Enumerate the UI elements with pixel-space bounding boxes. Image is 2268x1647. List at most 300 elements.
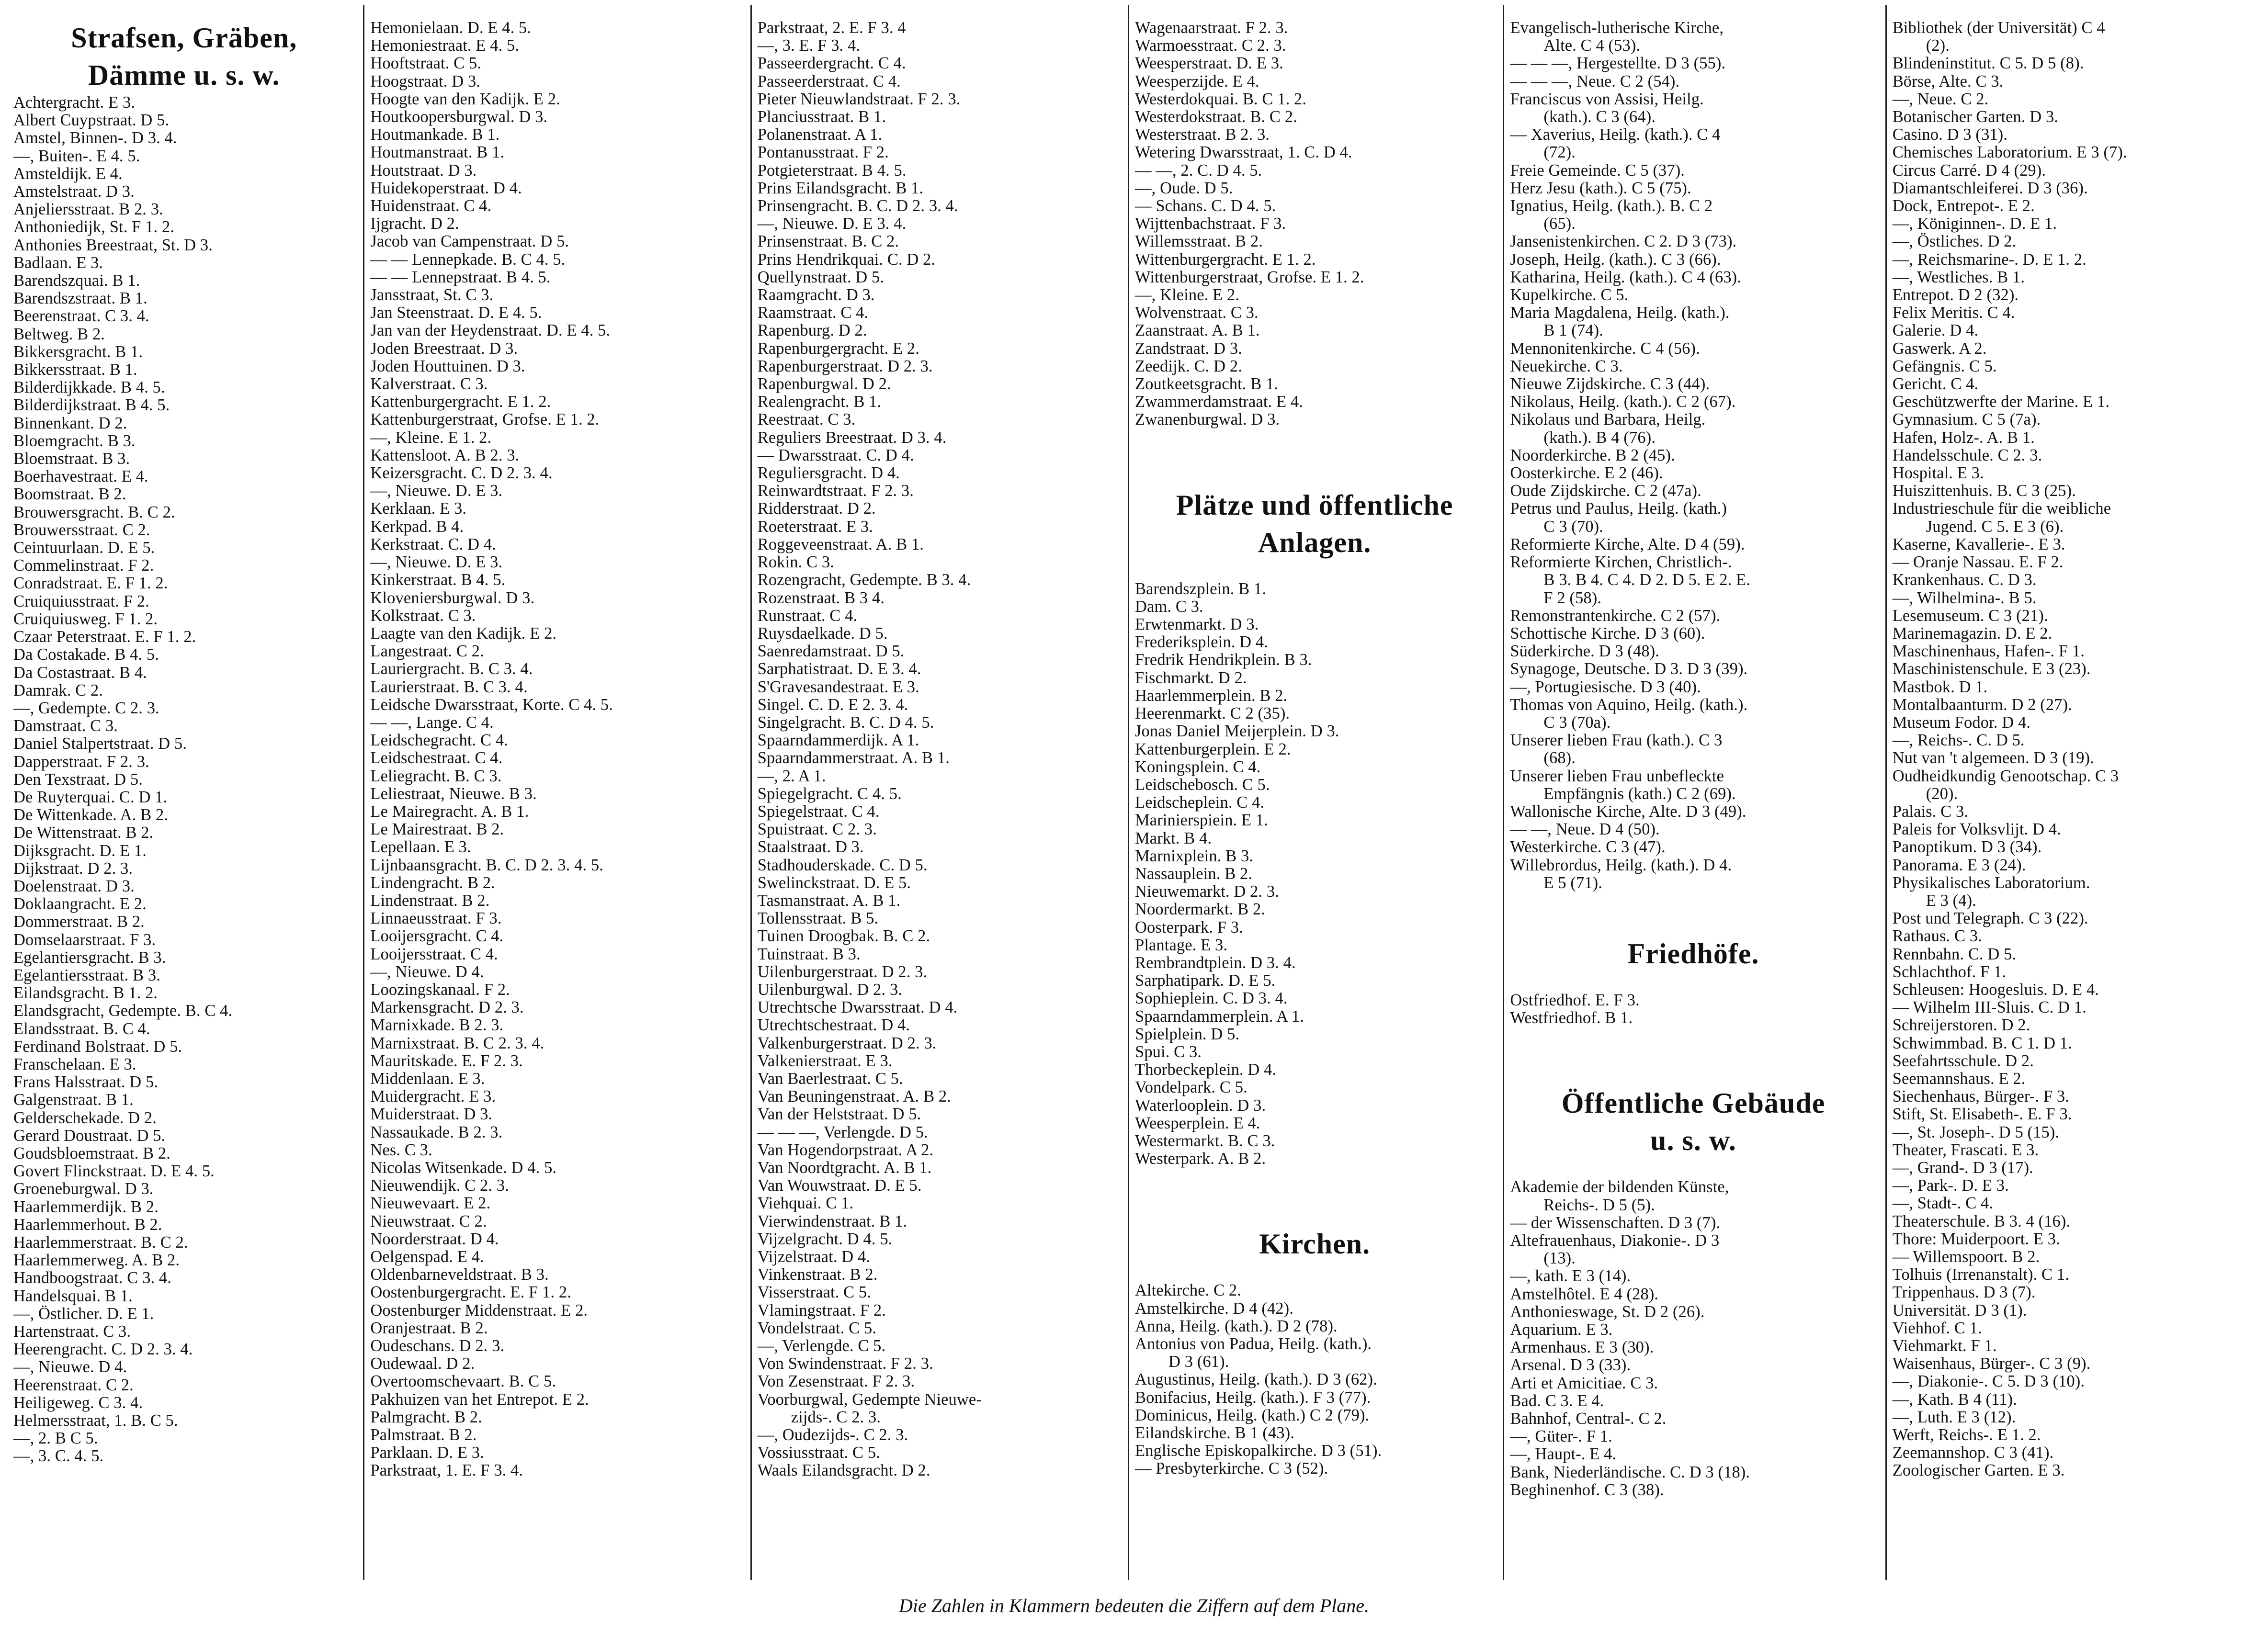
index-entry: Westerdokstraat. B. C 2. bbox=[1135, 108, 1297, 126]
index-entry: Kattenburgergracht. E 1. 2. bbox=[370, 393, 551, 411]
index-entry: Palais. C 3. bbox=[1892, 802, 1969, 821]
index-entry: Tasmanstraat. A. B 1. bbox=[757, 891, 901, 910]
section-spacer bbox=[1135, 1263, 1494, 1282]
index-entry: —, Kleine. E 1. 2. bbox=[370, 428, 492, 447]
index-entry: Noorderstraat. D 4. bbox=[370, 1230, 499, 1248]
index-entry: Achtergracht. E 3. bbox=[13, 93, 136, 112]
index-entry: Realengracht. B 1. bbox=[757, 393, 882, 411]
index-entry: Barendszquai. B 1. bbox=[13, 271, 140, 290]
index-entry: Nut van 't algemeen. D 3 (19). bbox=[1892, 749, 2094, 767]
index-entry: Cruiquiusstraat. F 2. bbox=[13, 592, 149, 610]
index-entry: Quellynstraat. D 5. bbox=[757, 268, 885, 286]
index-entry: Frederiksplein. D 4. bbox=[1135, 633, 1268, 652]
index-entry: Galgenstraat. B 1. bbox=[13, 1091, 134, 1109]
index-entry: Lesemuseum. C 3 (21). bbox=[1892, 606, 2048, 625]
index-entry: Willemsstraat. B 2. bbox=[1135, 232, 1263, 251]
index-entry: Jansstraat, St. C 3. bbox=[370, 286, 494, 305]
index-entry: Leidscheplein. C 4. bbox=[1135, 793, 1265, 812]
index-entry: Spielplein. D 5. bbox=[1135, 1025, 1240, 1043]
index-entry: Damstraat. C 3. bbox=[13, 717, 118, 735]
index-entry: Rathaus. C 3. bbox=[1892, 927, 1982, 946]
index-entry: Hoogte van den Kadijk. E 2. bbox=[370, 90, 560, 108]
index-entry: Vinkenstraat. B 2. bbox=[757, 1265, 878, 1284]
index-entry: —, 2. A 1. bbox=[757, 767, 826, 785]
index-entry: Nassauplein. B 2. bbox=[1135, 864, 1253, 883]
index-entry: (13). bbox=[1543, 1249, 1576, 1268]
index-entry: Conradstraat. E. F 1. 2. bbox=[13, 574, 168, 593]
index-entry: Katharina, Heilg. (kath.). C 4 (63). bbox=[1510, 268, 1741, 286]
index-entry: Domselaarstraat. F 3. bbox=[13, 930, 156, 949]
index-entry: Barendszstraat. B 1. bbox=[13, 289, 147, 308]
index-entry: Nassaukade. B 2. 3. bbox=[370, 1123, 503, 1141]
index-entry: (68). bbox=[1543, 749, 1576, 767]
index-entry: Nikolaus, Heilg. (kath.). C 2 (67). bbox=[1510, 393, 1736, 411]
index-entry: Gymnasium. C 5 (7a). bbox=[1892, 410, 2041, 429]
index-entry: Hospital. E 3. bbox=[1892, 464, 1984, 483]
index-entry: Amstelstraat. D 3. bbox=[13, 182, 135, 201]
index-entry: Siechenhaus, Bürger-. F 3. bbox=[1892, 1087, 2069, 1106]
index-entry: Valkenierstraat. E 3. bbox=[757, 1051, 893, 1070]
index-entry: — Dwarsstraat. C. D 4. bbox=[757, 446, 914, 464]
index-entry: —, Portugiesische. D 3 (40). bbox=[1510, 677, 1701, 696]
section-heading-line: Kirchen. bbox=[1259, 1228, 1371, 1260]
index-entry: Synagoge, Deutsche. D 3. D 3 (39). bbox=[1510, 660, 1748, 678]
index-entry: Leliegracht. B. C 3. bbox=[370, 767, 502, 785]
index-entry: Roeterstraat. E 3. bbox=[757, 517, 873, 536]
index-entry: —, Luth. E 3 (12). bbox=[1892, 1408, 2016, 1426]
index-entry: Groeneburgwal. D 3. bbox=[13, 1180, 154, 1198]
index-entry: — — —, Neue. C 2 (54). bbox=[1510, 72, 1680, 90]
index-entry: Seefahrtsschule. D 2. bbox=[1892, 1051, 2034, 1070]
index-entry: Lepellaan. E 3. bbox=[370, 838, 471, 857]
index-entry: Wijttenbachstraat. F 3. bbox=[1135, 214, 1286, 233]
index-entry: (kath.). B 4 (76). bbox=[1543, 428, 1656, 447]
index-entry: Saenredamstraat. D 5. bbox=[757, 642, 905, 661]
index-entry: Paleis for Volksvlijt. D 4. bbox=[1892, 820, 2061, 839]
index-entry: Geschützwerfte der Marine. E 1. bbox=[1892, 393, 2110, 411]
index-entry: Ignatius, Heilg. (kath.). B. C 2 bbox=[1510, 197, 1713, 215]
index-entry: Ceintuurlaan. D. E 5. bbox=[13, 539, 155, 557]
index-entry: (2). bbox=[1926, 36, 1950, 55]
index-entry: Linnaeusstraat. F 3. bbox=[370, 909, 502, 928]
section-spacer bbox=[1135, 429, 1494, 486]
index-entry: Nieuwstraat. C 2. bbox=[370, 1212, 487, 1230]
section-spacer bbox=[1510, 1027, 1876, 1084]
index-entry-list bbox=[1135, 580, 1494, 1168]
index-entry: Maria Magdalena, Heilg. (kath.). bbox=[1510, 304, 1730, 322]
index-entry: Stift, St. Elisabeth-. E. F 3. bbox=[1892, 1105, 2072, 1124]
index-entry: B 3. B 4. C 4. D 2. D 5. E 2. E. bbox=[1543, 571, 1750, 589]
index-entry: Neuekirche. C 3. bbox=[1510, 357, 1623, 375]
index-column-5 bbox=[1504, 5, 1886, 1580]
index-entry: Entrepot. D 2 (32). bbox=[1892, 286, 2019, 305]
index-entry: Vijzelgracht. D 4. 5. bbox=[757, 1230, 893, 1248]
index-entry-list bbox=[13, 94, 354, 1466]
index-entry: Kattenburgerstraat, Grofse. E 1. 2. bbox=[370, 410, 600, 429]
section-spacer bbox=[1510, 892, 1876, 935]
index-entry: —, Westliches. B 1. bbox=[1892, 268, 2025, 286]
index-entry: Wittenburgerstraat, Grofse. E 1. 2. bbox=[1135, 268, 1364, 286]
index-entry: —, Östlicher. D. E 1. bbox=[13, 1304, 154, 1323]
index-entry: Montalbaanturm. D 2 (27). bbox=[1892, 695, 2072, 714]
index-entry: Marnixkade. B 2. 3. bbox=[370, 1016, 504, 1035]
index-entry: —, Nieuwe. D 4. bbox=[13, 1358, 127, 1376]
index-entry: —, St. Joseph-. D 5 (15). bbox=[1892, 1123, 2060, 1141]
index-entry: Raamgracht. D 3. bbox=[757, 286, 875, 305]
index-entry: Blindeninstitut. C 5. D 5 (8). bbox=[1892, 54, 2084, 73]
index-entry: Botanischer Garten. D 3. bbox=[1892, 108, 2059, 126]
index-entry: —, 3. C. 4. 5. bbox=[13, 1447, 104, 1466]
index-entry: Physikalisches Laboratorium. bbox=[1892, 873, 2090, 892]
index-entry: Leliestraat, Nieuwe. B 3. bbox=[370, 784, 537, 803]
index-entry: Barendszplein. B 1. bbox=[1135, 579, 1267, 598]
index-entry: Heerenstraat. C 2. bbox=[13, 1376, 134, 1394]
index-entry: Leidschestraat. C 4. bbox=[370, 749, 503, 767]
index-entry: Joden Breestraat. D 3. bbox=[370, 339, 518, 358]
index-entry: Vondelstraat. C 5. bbox=[757, 1319, 877, 1337]
index-entry: Wallonische Kirche, Alte. D 3 (49). bbox=[1510, 802, 1746, 821]
index-entry: Chemisches Laboratorium. E 3 (7). bbox=[1892, 143, 2127, 162]
index-entry: Erwtenmarkt. D 3. bbox=[1135, 615, 1259, 634]
index-entry: Badlaan. E 3. bbox=[13, 253, 103, 272]
index-entry: Ostfriedhof. E. F 3. bbox=[1510, 991, 1640, 1009]
index-entry: Hemoniestraat. E 4. 5. bbox=[370, 36, 520, 55]
index-entry: Uilenburgerstraat. D 2. 3. bbox=[757, 962, 928, 981]
index-entry: Langestraat. C 2. bbox=[370, 642, 484, 661]
index-entry: Heerengracht. C. D 2. 3. 4. bbox=[13, 1340, 193, 1359]
index-entry: Lindenstraat. B 2. bbox=[370, 891, 490, 910]
index-entry: Oldenbarneveldstraat. B 3. bbox=[370, 1265, 549, 1284]
index-entry: Jonas Daniel Meijerplein. D 3. bbox=[1135, 722, 1339, 741]
index-entry: Jugend. C 5. E 3 (6). bbox=[1926, 517, 2064, 536]
index-entry: —, Nieuwe. D. E 3. 4. bbox=[757, 214, 907, 233]
index-entry: F 2 (58). bbox=[1543, 588, 1602, 607]
index-entry: Vlamingstraat. F 2. bbox=[757, 1301, 886, 1320]
index-entry: —, kath. E 3 (14). bbox=[1510, 1267, 1631, 1286]
index-entry: Weesperplein. E 4. bbox=[1135, 1114, 1260, 1132]
index-entry: Utrechtsche Dwarsstraat. D 4. bbox=[757, 998, 958, 1017]
index-entry: (kath.). C 3 (64). bbox=[1543, 108, 1656, 126]
index-entry: C 3 (70). bbox=[1543, 517, 1603, 536]
index-entry: Huidenstraat. C 4. bbox=[370, 197, 492, 215]
index-entry: Parklaan. D. E 3. bbox=[370, 1444, 484, 1462]
index-entry: Uilenburgwal. D 2. 3. bbox=[757, 980, 903, 999]
index-entry: Nes. C 3. bbox=[370, 1140, 432, 1159]
index-entry: Cruiquiusweg. F 1. 2. bbox=[13, 609, 158, 628]
index-entry: Huidekoperstraat. D 4. bbox=[370, 179, 522, 197]
index-entry: Nicolas Witsenkade. D 4. 5. bbox=[370, 1159, 557, 1177]
index-entry: —, Oudezijds-. C 2. 3. bbox=[757, 1426, 908, 1444]
index-entry: Felix Meritis. C 4. bbox=[1892, 304, 2015, 322]
index-entry: — — Lennepstraat. B 4. 5. bbox=[370, 268, 551, 286]
index-entry: Dock, Entrepot-. E 2. bbox=[1892, 197, 2035, 215]
index-entry: Spaarndammerplein. A 1. bbox=[1135, 1007, 1304, 1026]
index-entry: Kerklaan. E 3. bbox=[370, 499, 467, 518]
index-entry: —, Östliches. D 2. bbox=[1892, 232, 2017, 251]
index-entry: Altekirche. C 2. bbox=[1135, 1281, 1241, 1300]
index-entry: Bad. C 3. E 4. bbox=[1510, 1391, 1604, 1410]
index-entry: —, Nieuwe. D. E 3. bbox=[370, 553, 503, 572]
index-entry: Zoologischer Garten. E 3. bbox=[1892, 1461, 2065, 1480]
index-entry: —, Königinnen-. D. E 1. bbox=[1892, 214, 2057, 233]
index-entry: Huiszittenhuis. B. C 3 (25). bbox=[1892, 482, 2076, 500]
index-entry: Tuinstraat. B 3. bbox=[757, 945, 861, 963]
index-entry: Brouwersgracht. B. C 2. bbox=[13, 503, 175, 521]
index-entry: Palmgracht. B 2. bbox=[370, 1408, 482, 1426]
index-entry: Schleusen: Hoogesluis. D. E 4. bbox=[1892, 980, 2099, 999]
index-entry: Da Costastraat. B 4. bbox=[13, 663, 147, 682]
index-entry: Kolkstraat. C 3. bbox=[370, 606, 476, 625]
index-entry: Daniel Stalpertstraat. D 5. bbox=[13, 734, 187, 753]
index-entry: Trippenhaus. D 3 (7). bbox=[1892, 1283, 2036, 1302]
index-entry: Gericht. C 4. bbox=[1892, 375, 1979, 394]
index-entry: Rapenburgergracht. E 2. bbox=[757, 339, 919, 358]
index-entry: Franciscus von Assisi, Heilg. bbox=[1510, 90, 1704, 108]
index-entry: Eilandsgracht. B 1. 2. bbox=[13, 984, 158, 1003]
index-entry: Passeerderstraat. C 4. bbox=[757, 72, 901, 90]
index-entry: Vijzelstraat. D 4. bbox=[757, 1248, 871, 1266]
index-entry: Nieuwendijk. C 2. 3. bbox=[370, 1176, 509, 1195]
index-entry: Viehmarkt. F 1. bbox=[1892, 1337, 1997, 1355]
index-entry: Zoutkeetsgracht. B 1. bbox=[1135, 375, 1279, 394]
index-entry: Börse, Alte. C 3. bbox=[1892, 72, 2004, 90]
index-entry: Zandstraat. D 3. bbox=[1135, 339, 1242, 358]
index-entry: Unserer lieben Frau (kath.). C 3 bbox=[1510, 731, 1723, 750]
index-entry: Amstelhôtel. E 4 (28). bbox=[1510, 1285, 1659, 1303]
index-entry: Petrus und Paulus, Heilg. (kath.) bbox=[1510, 499, 1727, 518]
index-entry: Anjeliersstraat. B 2. 3. bbox=[13, 200, 163, 219]
index-entry: Boerhavestraat. E 4. bbox=[13, 467, 148, 486]
index-entry: Marnixstraat. B. C 2. 3. 4. bbox=[370, 1034, 544, 1052]
index-entry: Frans Halsstraat. D 5. bbox=[13, 1073, 159, 1092]
index-entry: Zwammerdamstraat. E 4. bbox=[1135, 393, 1303, 411]
index-entry: Leidsche Dwarsstraat, Korte. C 4. 5. bbox=[370, 695, 613, 714]
index-entry: Passeerdergracht. C 4. bbox=[757, 54, 906, 73]
index-entry: Thomas von Aquino, Heilg. (kath.). bbox=[1510, 695, 1748, 714]
index-entry: Parkstraat, 1. E. F 3. 4. bbox=[370, 1461, 523, 1480]
index-entry: Polanenstraat. A 1. bbox=[757, 125, 883, 144]
index-entry: Aquarium. E 3. bbox=[1510, 1320, 1613, 1339]
index-entry: Antonius von Padua, Heilg. (kath.). bbox=[1135, 1334, 1372, 1353]
index-entry: Kattenburgerplein. E 2. bbox=[1135, 740, 1291, 758]
index-entry: Boomstraat. B 2. bbox=[13, 485, 126, 504]
index-entry: Rozengracht, Gedempte. B 3. 4. bbox=[757, 571, 971, 589]
index-entry: Seemannshaus. E 2. bbox=[1892, 1069, 2026, 1088]
index-entry: Planciusstraat. B 1. bbox=[757, 108, 886, 126]
index-entry: Anna, Heilg. (kath.). D 2 (78). bbox=[1135, 1317, 1338, 1335]
index-column-2 bbox=[364, 5, 751, 1580]
index-entry: Oude Zijdskirche. C 2 (47a). bbox=[1510, 482, 1701, 500]
index-entry: Dominicus, Heilg. (kath.) C 2 (79). bbox=[1135, 1406, 1370, 1424]
index-entry: Bloemstraat. B 3. bbox=[13, 450, 130, 468]
index-entry: Kupelkirche. C 5. bbox=[1510, 286, 1629, 305]
index-entry: D 3 (61). bbox=[1168, 1353, 1229, 1371]
index-entry: Von Swindenstraat. F 2. 3. bbox=[757, 1354, 933, 1373]
index-entry: De Wittenkade. A. B 2. bbox=[13, 806, 169, 824]
index-entry: Prins Hendrikquai. C. D 2. bbox=[757, 250, 936, 269]
index-entry-list bbox=[1893, 19, 2255, 1480]
index-entry: Warmoesstraat. C 2. 3. bbox=[1135, 36, 1286, 55]
index-entry: B 1 (74). bbox=[1543, 321, 1603, 340]
index-entry: — — —, Hergestellte. D 3 (55). bbox=[1510, 54, 1726, 73]
index-entry: Reguliersgracht. D 4. bbox=[757, 464, 900, 483]
index-entry: Oosterkirche. E 2 (46). bbox=[1510, 464, 1663, 483]
index-entry: Elandsstraat. B. C 4. bbox=[13, 1019, 150, 1038]
index-entry: Eilandskirche. B 1 (43). bbox=[1135, 1424, 1294, 1442]
index-entry: Waals Eilandsgracht. D 2. bbox=[757, 1461, 930, 1480]
index-entry: Panoptikum. D 3 (34). bbox=[1892, 838, 2042, 857]
index-entry: Pieter Nieuwlandstraat. F 2. 3. bbox=[757, 90, 961, 108]
index-column-3 bbox=[752, 5, 1129, 1580]
index-entry: Brouwersstraat. C 2. bbox=[13, 520, 150, 539]
index-entry: Voorburgwal, Gedempte Nieuwe- bbox=[757, 1390, 982, 1409]
index-entry: Jan Steenstraat. D. E 4. 5. bbox=[370, 304, 542, 322]
index-entry: Kinkerstraat. B 4. 5. bbox=[370, 571, 506, 589]
section-spacer bbox=[1135, 1168, 1494, 1225]
index-entry: — Wilhelm III-Sluis. C. D 1. bbox=[1892, 998, 2087, 1017]
index-entry: Amsteldijk. E 4. bbox=[13, 164, 123, 183]
index-entry: Runstraat. C 4. bbox=[757, 606, 858, 625]
index-entry: Lauriergracht. B. C 3. 4. bbox=[370, 660, 533, 678]
index-entry: Marinierspiein. E 1. bbox=[1135, 811, 1268, 830]
index-entry: —, Buiten-. E 4. 5. bbox=[13, 147, 140, 165]
footnote-caption: Die Zahlen in Klammern bedeuten die Ziffern auf dem Plane. bbox=[898, 1595, 1370, 1616]
index-entry: Industrieschule für die weibliche bbox=[1892, 499, 2111, 518]
index-entry: Joden Houttuinen. D 3. bbox=[370, 357, 525, 375]
index-entry: Zaanstraat. A. B 1. bbox=[1135, 321, 1260, 340]
section-heading-line: Plätze und öffentliche bbox=[1176, 489, 1453, 521]
index-entry: C 3 (70a). bbox=[1543, 713, 1611, 732]
index-entry: Van Noordtgracht. A. B 1. bbox=[757, 1159, 932, 1177]
index-entry: Kattensloot. A. B 2. 3. bbox=[370, 446, 520, 464]
index-entry: Evangelisch-lutherische Kirche, bbox=[1510, 19, 1724, 37]
index-entry: Zeemannshop. C 3 (41). bbox=[1892, 1444, 2054, 1462]
index-entry: Dam. C 3. bbox=[1135, 597, 1203, 616]
index-entry-list bbox=[1135, 1282, 1494, 1478]
index-entry: Anthonieswage, St. D 2 (26). bbox=[1510, 1302, 1705, 1321]
index-entry: — —, Lange. C 4. bbox=[370, 713, 494, 732]
index-entry: Looijersstraat. C 4. bbox=[370, 945, 498, 963]
index-entry: Rembrandtplein. D 3. 4. bbox=[1135, 953, 1296, 972]
index-entry: — Oranje Nassau. E. F 2. bbox=[1892, 553, 2064, 572]
index-entry: Van Hogendorpstraat. A 2. bbox=[757, 1140, 934, 1159]
index-entry: Haarlemmerweg. A. B 2. bbox=[13, 1251, 180, 1270]
index-entry: Maschinenhaus, Hafen-. F 1. bbox=[1892, 642, 2085, 661]
index-entry: Zwanenburgwal. D 3. bbox=[1135, 410, 1280, 429]
index-entry: Oudheidkundig Genootschap. C 3 bbox=[1892, 767, 2119, 785]
section-heading bbox=[1135, 486, 1494, 561]
index-entry: Looijersgracht. C 4. bbox=[370, 927, 504, 946]
index-entry: Reguliers Breestraat. D 3. 4. bbox=[757, 428, 947, 447]
index-entry: Wetering Dwarsstraat, 1. C. D 4. bbox=[1135, 143, 1352, 162]
index-entry: Bibliothek (der Universität) C 4 bbox=[1892, 19, 2105, 37]
index-entry: Anthonies Breestraat, St. D 3. bbox=[13, 236, 213, 254]
index-entry: Beerenstraat. C 3. 4. bbox=[13, 307, 149, 326]
index-entry: Staalstraat. D 3. bbox=[757, 838, 864, 857]
index-entry: Universität. D 3 (1). bbox=[1892, 1301, 2027, 1320]
index-entry-list bbox=[758, 19, 1119, 1480]
index-entry: Gefängnis. C 5. bbox=[1892, 357, 1997, 375]
index-entry: Doelenstraat. D 3. bbox=[13, 877, 135, 895]
index-entry: Marnixplein. B 3. bbox=[1135, 846, 1254, 865]
index-entry: Wittenburgergracht. E 1. 2. bbox=[1135, 250, 1316, 269]
index-entry: — —, Neue. D 4 (50). bbox=[1510, 820, 1660, 839]
index-entry: Visserstraat. C 5. bbox=[757, 1283, 872, 1302]
index-entry: Binnenkant. D 2. bbox=[13, 414, 127, 432]
index-entry: Post und Telegraph. C 3 (22). bbox=[1892, 909, 2088, 928]
index-entry: Fredrik Hendrikplein. B 3. bbox=[1135, 651, 1312, 669]
index-entry: Elandsgracht, Gedempte. B. C 4. bbox=[13, 1002, 233, 1020]
index-entry: Nieuwevaart. E 2. bbox=[370, 1194, 491, 1213]
index-entry: Spiegelstraat. C 4. bbox=[757, 802, 880, 821]
index-entry: Anthoniedijk, St. F 1. 2. bbox=[13, 218, 175, 237]
index-entry: Czaar Peterstraat. E. F 1. 2. bbox=[13, 628, 196, 646]
index-column-1 bbox=[9, 5, 364, 1580]
index-entry: Panorama. E 3 (24). bbox=[1892, 856, 2026, 874]
index-entry: Haarlemmerhout. B 2. bbox=[13, 1215, 162, 1234]
index-entry: Spui. C 3. bbox=[1135, 1042, 1202, 1061]
index-entry: Hafen, Holz-. A. B 1. bbox=[1892, 428, 2035, 447]
index-entry: Kaserne, Kavallerie-. E 3. bbox=[1892, 535, 2065, 553]
index-entry: Laurierstraat. B. C 3. 4. bbox=[370, 677, 528, 696]
index-entry: Prins Eilandsgracht. B 1. bbox=[757, 179, 924, 197]
index-entry: Marinemagazin. D. E 2. bbox=[1892, 624, 2053, 643]
index-entry: Arsenal. D 3 (33). bbox=[1510, 1356, 1631, 1375]
index-entry: Mastbok. D 1. bbox=[1892, 677, 1988, 696]
index-entry: — Schans. C. D 4. 5. bbox=[1135, 197, 1276, 215]
index-entry: Westfriedhof. B 1. bbox=[1510, 1009, 1633, 1027]
index-entry: Van der Helststraat. D 5. bbox=[757, 1105, 921, 1124]
section-heading-line: Friedhöfe. bbox=[1627, 937, 1759, 970]
index-entry: Helmersstraat, 1. B. C 5. bbox=[13, 1411, 178, 1430]
index-entry: Diamantschleiferei. D 3 (36). bbox=[1892, 179, 2088, 197]
index-entry: Bloemgracht. B 3. bbox=[13, 431, 136, 450]
index-entry: —, Kath. B 4 (11). bbox=[1892, 1390, 2017, 1409]
index-entry: Akademie der bildenden Künste, bbox=[1510, 1178, 1729, 1196]
index-entry: — der Wissenschaften. D 3 (7). bbox=[1510, 1213, 1721, 1232]
section-heading-line: Öffentliche Gebäude bbox=[1561, 1087, 1826, 1119]
index-entry: Reinwardtstraat. F 2. 3. bbox=[757, 482, 914, 500]
index-entry: Nikolaus und Barbara, Heilg. bbox=[1510, 410, 1706, 429]
index-entry: Haarlemmerstraat. B. C 2. bbox=[13, 1233, 188, 1252]
index-entry: Fischmarkt. D 2. bbox=[1135, 668, 1247, 687]
index-entry: Willebrordus, Heilg. (kath.). D 4. bbox=[1510, 856, 1732, 874]
index-entry: Rapenburgerstraat. D 2. 3. bbox=[757, 357, 933, 375]
index-entry: Noorderkirche. B 2 (45). bbox=[1510, 446, 1675, 464]
index-entry: Van Baerlestraat. C 5. bbox=[757, 1069, 903, 1088]
index-entry: Egelantiersgracht. B 3. bbox=[13, 948, 166, 967]
index-entry: Altefrauenhaus, Diakonie-. D 3 bbox=[1510, 1231, 1720, 1250]
index-entry: Thorbeckeplein. D 4. bbox=[1135, 1060, 1277, 1079]
index-entry: —, Gedempte. C 2. 3. bbox=[13, 699, 159, 717]
index-entry: Gelderschekade. D 2. bbox=[13, 1108, 157, 1127]
index-entry: Beltweg. B 2. bbox=[13, 325, 105, 343]
index-entry: De Wittenstraat. B 2. bbox=[13, 824, 154, 842]
index-entry: Sophieplein. C. D 3. 4. bbox=[1135, 989, 1288, 1008]
index-entry: Oudewaal. D 2. bbox=[370, 1354, 475, 1373]
index-entry: Le Mairestraat. B 2. bbox=[370, 820, 504, 839]
index-entry: Westerpark. A. B 2. bbox=[1135, 1150, 1266, 1168]
index-entry: Remonstrantenkirche. C 2 (57). bbox=[1510, 606, 1721, 625]
index-entry: Westerdokquai. B. C 1. 2. bbox=[1135, 90, 1307, 108]
index-entry: Govert Flinckstraat. D. E 4. 5. bbox=[13, 1162, 215, 1181]
index-entry: Markt. B 4. bbox=[1135, 829, 1212, 847]
index-entry: Le Mairegracht. A. B 1. bbox=[370, 802, 529, 821]
section-spacer bbox=[1135, 561, 1494, 580]
index-entry: Vierwindenstraat. B 1. bbox=[757, 1212, 907, 1230]
index-entry: Prinsengracht. B. C. D 2. 3. 4. bbox=[757, 197, 958, 215]
index-entry: Ijgracht. D 2. bbox=[370, 214, 459, 233]
